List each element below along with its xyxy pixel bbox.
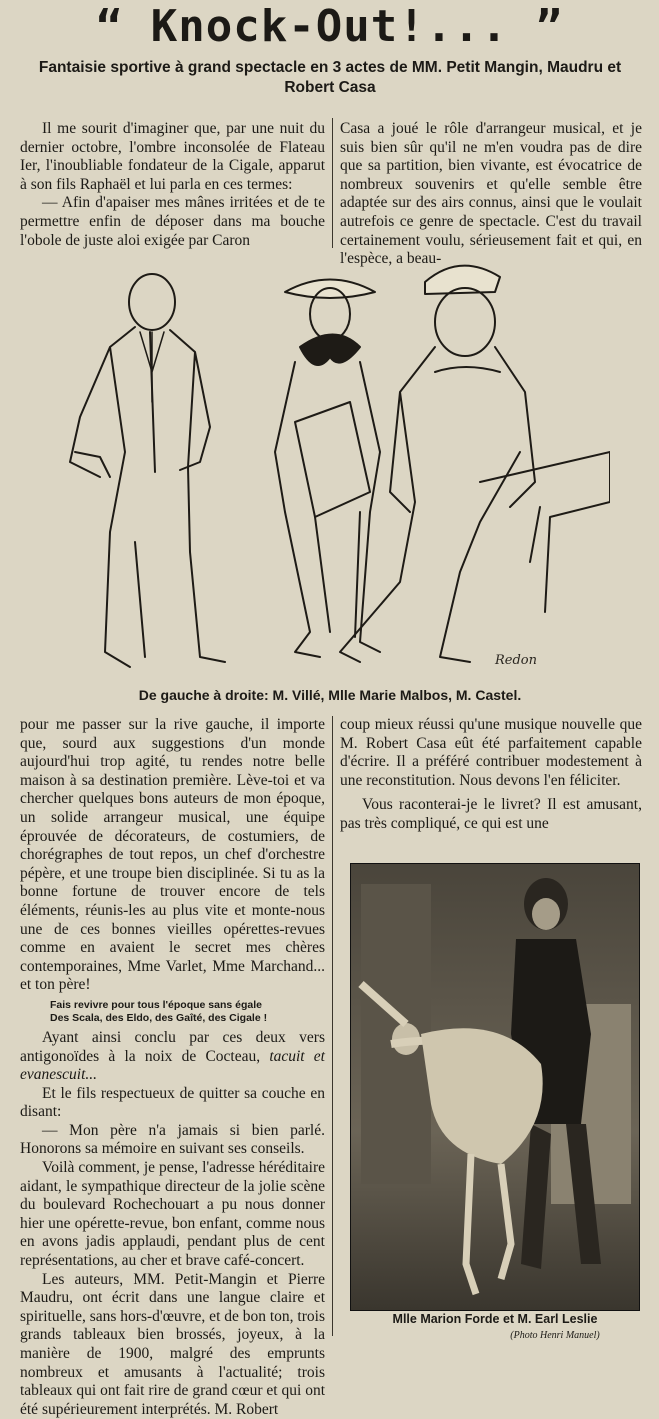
column-divider <box>332 716 333 1336</box>
paragraph: Il me sourit d'imaginer que, par une nuit du dernier octobre, l'ombre inconsolée de Flateau Ier, l'inoubliable fondateur de la Cigale, apparut à son fils Raphaël et lui parla en ces termes: <box>20 120 325 193</box>
illustration-caption: De gauche à droite: M. Villé, Mlle Marie Malbos, M. Castel. <box>138 687 522 703</box>
paragraph: Les auteurs, MM. Petit-Mangin et Pierre Maudru, ont écrit dans une langue claire et spirituelle, sans hors-d'œuvre, et de bon ton, trois grands tableaux bien brossés, joyeux, à la manière de 1900, malgré des emprunts nombreux et amusants à l'actualité; trois tableaux qui ont fait rire de grand cœur et qui ont été supérieurement interprétés. M. Robert <box>20 1270 325 1418</box>
piano-outline <box>480 452 610 612</box>
latin-phrase: tacuit et evanescuit... <box>20 1047 325 1084</box>
paragraph: — Mon père n'a jamais si bien parlé. Honorons sa mémoire en suivant ses conseils. <box>20 1121 325 1158</box>
photo-credit: (Photo Henri Manuel) <box>510 1330 600 1341</box>
photo-caption: Mlle Marion Forde et M. Earl Leslie <box>392 1312 598 1326</box>
cartoon-illustration <box>40 252 610 682</box>
paragraph: — Afin d'apaiser mes mânes irritées et de te permettre enfin de déposer dans ma bouche l'obole de juste aloi exigée par Caron <box>20 194 325 249</box>
photo-image <box>351 864 639 1310</box>
column-1-bottom <box>20 716 325 1419</box>
figure-malbos-bow <box>300 335 360 366</box>
paragraph: Vous raconterai-je le livret? Il est amusant, pas très compliqué, ce qui est une <box>340 796 642 832</box>
column-2-bottom <box>340 716 642 834</box>
article-title: “ Knock-Out!... ” <box>95 1 564 52</box>
paragraph-text: Ayant ainsi conclu par ces deux vers antigonoïdes à la noix de Cocteau, <box>20 1028 325 1065</box>
paragraph: pour me passer sur la rive gauche, il importe que, sourd aux suggestions d'un monde aujourd'hui trop agité, tu rendes notre belle maison à sa destination première. Lève-toi et va chercher quelques bons auteurs de mon époque, un solide arrangeur musical, une équipe éprouvée de décorateurs, de costumiers, de chorégraphes de tout repos, un chef d'orchestre pépère, et une troupe bien disciplinée. Si tu as la bonne fortune de trouver encore de tels éléments, réunis-les au plus vite et monte-nous une de ces bonnes vieilles opérettes-revues comme en avaient le secret mes chères contemporaines, Mme Varlet, Mme Marchand... et ton père! <box>20 716 325 994</box>
figure-villé-head <box>129 274 175 330</box>
column-divider <box>332 118 333 248</box>
column-1-top <box>20 120 325 250</box>
column-2-top <box>340 120 642 269</box>
paragraph: Casa a joué le rôle d'arrangeur musical, et je suis bien sûr qu'il ne m'en voudra pas de dire que sa partition, bien vivante, est évocatrice de nombreux souvenirs et qu'elle semble être adaptée sur des airs connus, ainsi que le voulait autrefois ce genre de spectacle. C'est du travail certainement voulu, sérieusement fait et qui, en l'espèce, a beau- <box>340 120 642 268</box>
verse-line: Des Scala, des Eldo, des Gaîté, des Cigale ! <box>50 1011 268 1024</box>
paragraph: coup mieux réussi qu'une musique nouvelle que M. Robert Casa eût été parfaitement capable d'écrire. Il a préféré contribuer modestement à une reconstitution. Nous devons l'en féliciter. <box>340 716 642 789</box>
article-subtitle: Fantaisie sportive à grand spectacle en 3 actes de MM. Petit Mangin, Maudru et Robert Casa <box>38 59 622 96</box>
paragraph: Voilà comment, je pense, l'adresse héréditaire aidant, le sympathique directeur de la jolie scène du boulevard Rochechouart a pu nous donner hier une opérette-revue, bon enfant, comme nous en avons jadis applaudi, pendant plus de cent représentations, au cher et brave café-concert. <box>20 1159 325 1270</box>
verse-line: Fais revivre pour tous l'époque sans égale <box>50 998 262 1011</box>
paragraph <box>20 1029 325 1085</box>
figure-castel-cap <box>425 266 500 294</box>
photo-dancers <box>350 863 640 1311</box>
artist-signature: Redon <box>495 653 538 668</box>
paragraph: Et le fils respectueux de quitter sa couche en disant: <box>20 1084 325 1121</box>
